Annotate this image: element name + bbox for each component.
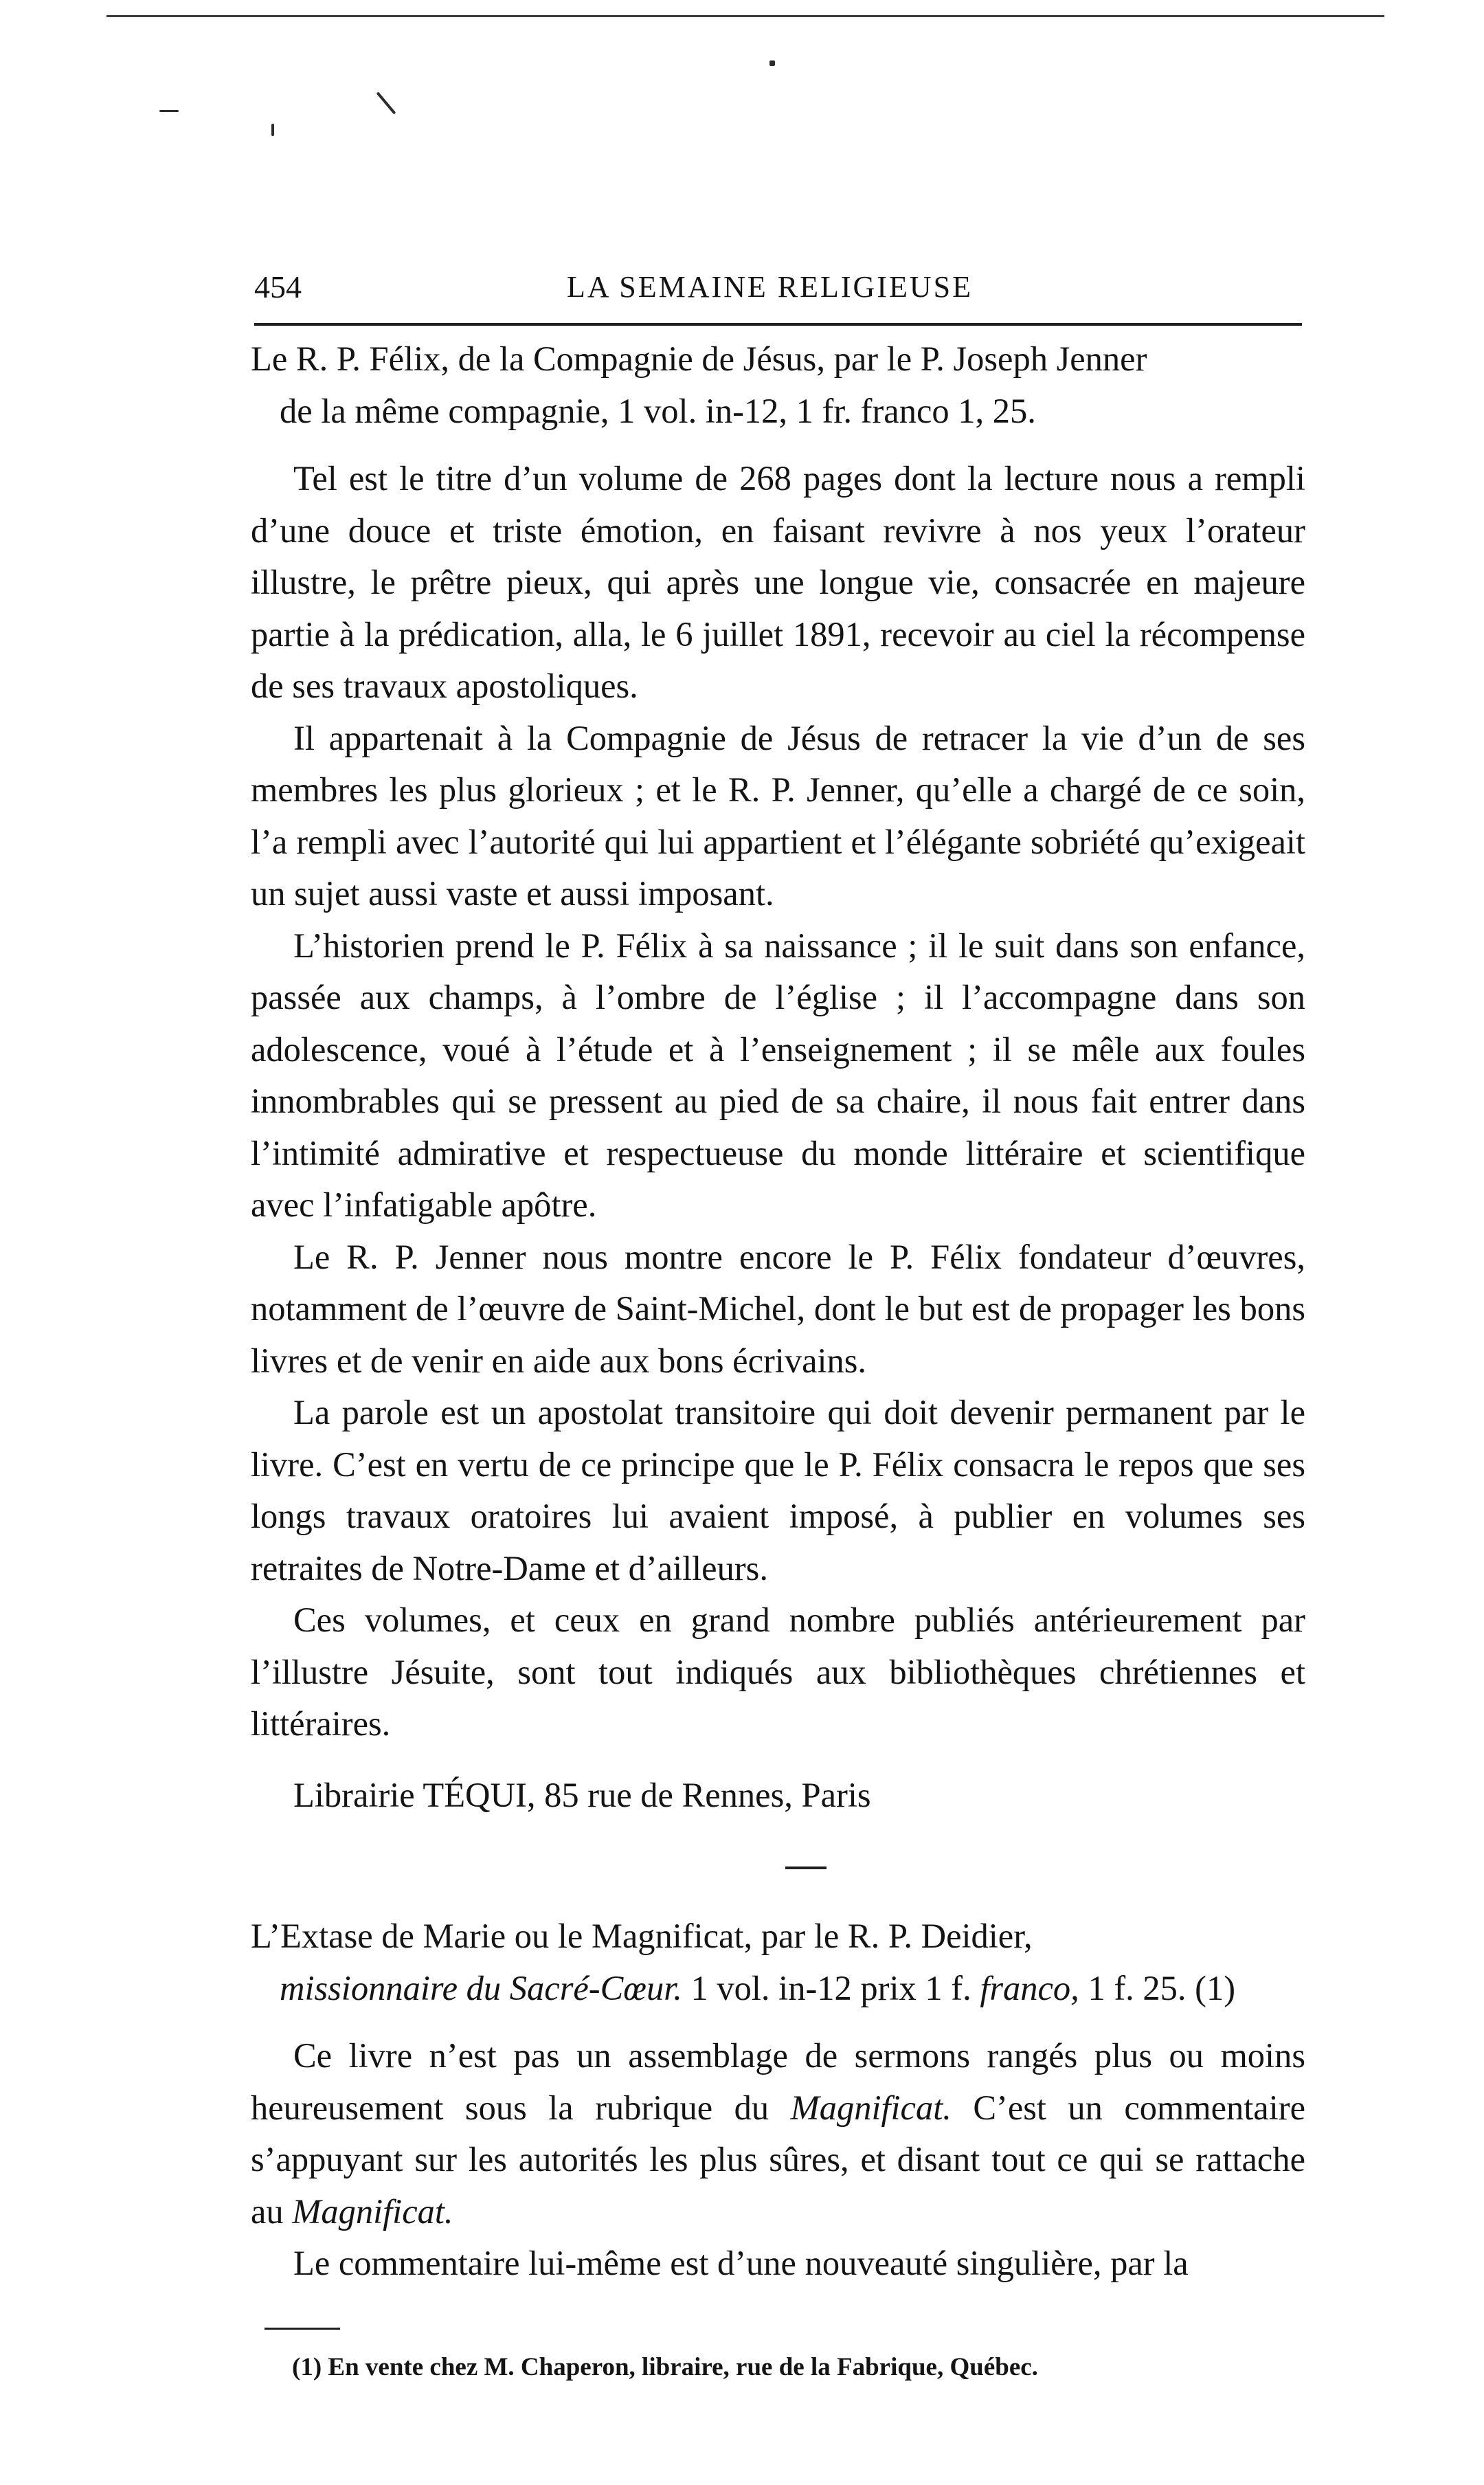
- scan-speck: [159, 110, 179, 112]
- header-rule: [254, 323, 1302, 326]
- review-paragraph: Le R. P. Jenner nous montre encore le P. Félix fondateur d’œuvres, notamment de l’œuvre de Saint-Michel, dont le but est de propager les bons livres et de venir en aide aux bons écrivains.: [251, 1237, 1305, 1380]
- review-paragraph-2: [251, 2030, 1305, 2238]
- entry2-heading-italic: missionnaire du Sacré-Cœur.: [280, 1968, 682, 2007]
- section-separator: [785, 1866, 827, 1869]
- running-title: LA SEMAINE RELIGIEUSE: [567, 270, 973, 304]
- scan-speck: [376, 91, 396, 114]
- page-top-edge-line: [106, 15, 1384, 17]
- entry2-heading-rest-a: 1 vol. in-12 prix 1 f.: [682, 1968, 971, 2007]
- review-paragraph: Il appartenait à la Compagnie de Jésus de retracer la vie d’un de ses membres les plus glorieux ; et le R. P. Jenner, qu’elle a chargé de ce soin, l’a rempli avec l’autorité qui lui appartient et l’élégante sobriété qu’exigeait un sujet aussi vaste et aussi imposant.: [251, 718, 1305, 913]
- scan-speck: [271, 124, 274, 136]
- running-header: [254, 267, 1298, 308]
- entry-heading-line-1: Le R. P. Félix, de la Compagnie de Jésus, par le P. Joseph Jenner: [251, 339, 1147, 378]
- paragraph-part: Ce livre n’est pas un assemblage de sermons rangés plus ou moins heureusement sous la rubrique du: [251, 2036, 1305, 2127]
- paragraph-italic: Magnificat.: [790, 2088, 952, 2127]
- scan-speck: [769, 60, 775, 66]
- footnote: (1) En vente chez M. Chaperon, libraire, rue de la Fabrique, Québec.: [292, 2352, 1038, 2381]
- book-entry-heading-2: [251, 1910, 1305, 2014]
- entry2-heading-main: L’Extase de Marie ou le Magnificat, par le R. P. Deidier,: [251, 1917, 1033, 1955]
- review-paragraph: L’historien prend le P. Félix à sa naissance ; il le suit dans son enfance, passée aux champs, à l’ombre de l’église ; il l’accompagne dans son adolescence, voué à l’étude et à l’enseignement ; il se mêle aux foules innombrables qui se pressent au pied de sa chaire, il nous fait entrer dans l’intimité admirative et respectueuse du monde littéraire et scientifique avec l’infatigable apôtre.: [251, 926, 1305, 1224]
- review-paragraph: Tel est le titre d’un volume de 268 pages dont la lecture nous a rempli d’une douce et triste émotion, en faisant revivre à nos yeux l’orateur illustre, le prêtre pieux, qui après une longue vie, consacrée en majeure partie à la prédication, alla, le 6 juillet 1891, recevoir au ciel la récompense de ses travaux apostoliques.: [251, 459, 1305, 705]
- review-paragraph: La parole est un apostolat transitoire qui doit devenir permanent par le livre. C’est en vertu de ce principe que le P. Félix consacra le repos que ses longs travaux oratoires lui avaient imposé, à publier en volumes ses retraites de Notre-Dame et d’ailleurs.: [251, 1393, 1305, 1587]
- publisher-line: Librairie TÉQUI, 85 rue de Rennes, Paris: [293, 1775, 871, 1814]
- paragraph-part: C’est un commentaire s’appuyant sur les autorités les plus sûres, et disant tout ce qui se rattache au: [251, 2088, 1305, 2231]
- review-paragraph: Ces volumes, et ceux en grand nombre publiés antérieurement par l’illustre Jésuite, sont tout indiqués aux bibliothèques chrétiennes et littéraires.: [251, 1601, 1305, 1743]
- page-number: 454: [254, 269, 302, 304]
- entry2-heading-rest-b: 1 f. 25. (1): [1079, 1968, 1236, 2007]
- entry2-heading-italic-2: franco,: [980, 1968, 1079, 2007]
- footnote-rule: [265, 2328, 340, 2330]
- review-paragraph-3: Le commentaire lui-même est d’une nouveauté singulière, par la: [293, 2244, 1189, 2282]
- paragraph-italic: Magnificat.: [292, 2192, 453, 2231]
- page-body: [251, 333, 1305, 2385]
- entry-heading-line-2: de la même compagnie, 1 vol. in-12, 1 fr. franco 1, 25.: [280, 391, 1036, 430]
- book-entry-heading: [251, 333, 1305, 437]
